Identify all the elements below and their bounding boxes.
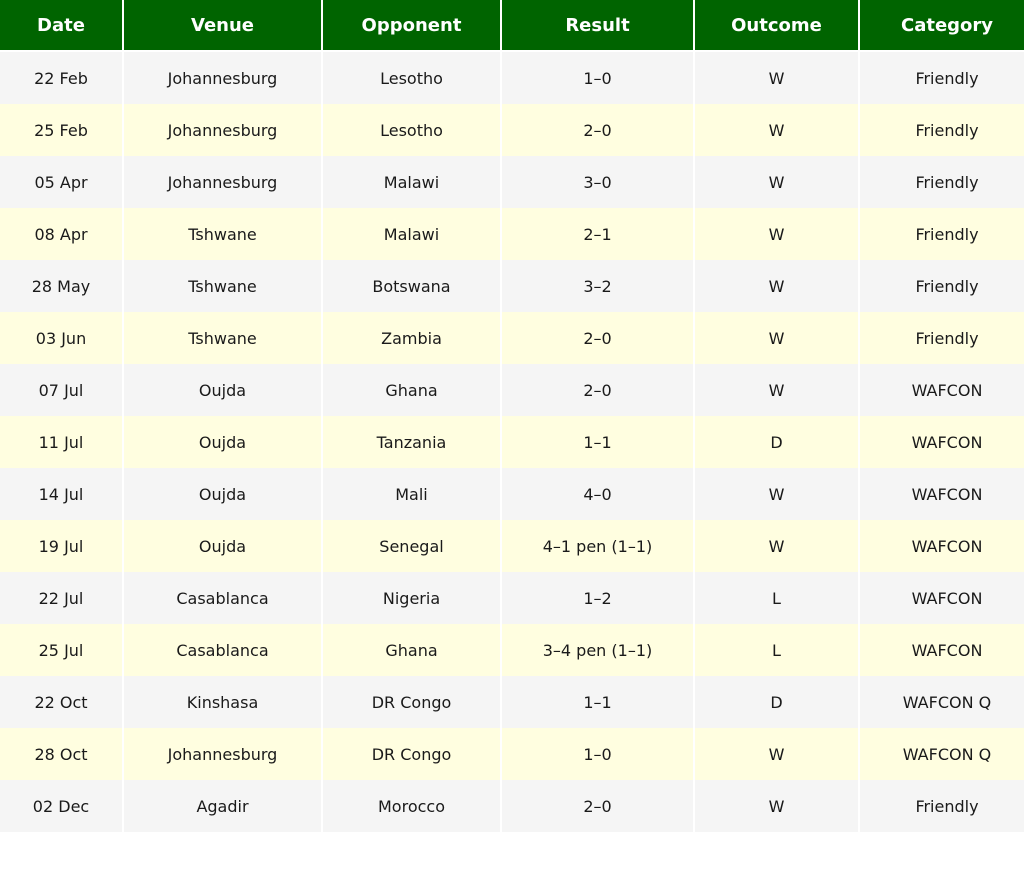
table-cell-venue: Johannesburg — [124, 728, 321, 780]
column-header-date: Date — [0, 0, 122, 50]
table-cell-outcome: W — [695, 364, 858, 416]
table-cell-category: Friendly — [860, 208, 1024, 260]
table-cell-date: 11 Jul — [0, 416, 122, 468]
table-cell-result: 4–1 pen (1–1) — [502, 520, 693, 572]
table-cell-date: 08 Apr — [0, 208, 122, 260]
table-cell-category: Friendly — [860, 52, 1024, 104]
table-cell-opponent: Tanzania — [323, 416, 500, 468]
table-cell-outcome: D — [695, 416, 858, 468]
table-cell-opponent: Lesotho — [323, 104, 500, 156]
table-cell-date: 02 Dec — [0, 780, 122, 832]
table-cell-outcome: W — [695, 52, 858, 104]
table-cell-category: WAFCON — [860, 624, 1024, 676]
table-cell-category: WAFCON — [860, 520, 1024, 572]
table-cell-outcome: W — [695, 520, 858, 572]
column-header-result: Result — [502, 0, 693, 50]
table-cell-venue: Tshwane — [124, 260, 321, 312]
table-cell-venue: Oujda — [124, 520, 321, 572]
table-cell-outcome: W — [695, 156, 858, 208]
table-cell-date: 14 Jul — [0, 468, 122, 520]
table-cell-date: 07 Jul — [0, 364, 122, 416]
table-cell-outcome: W — [695, 780, 858, 832]
table-cell-opponent: DR Congo — [323, 676, 500, 728]
table-cell-date: 28 Oct — [0, 728, 122, 780]
table-cell-date: 05 Apr — [0, 156, 122, 208]
table-cell-outcome: W — [695, 208, 858, 260]
table-cell-date: 22 Feb — [0, 52, 122, 104]
table-cell-venue: Oujda — [124, 364, 321, 416]
table-cell-opponent: Botswana — [323, 260, 500, 312]
table-cell-venue: Casablanca — [124, 624, 321, 676]
table-cell-result: 2–0 — [502, 104, 693, 156]
table-cell-venue: Kinshasa — [124, 676, 321, 728]
table-cell-result: 3–0 — [502, 156, 693, 208]
table-cell-opponent: Malawi — [323, 208, 500, 260]
table-cell-result: 3–4 pen (1–1) — [502, 624, 693, 676]
table-cell-venue: Tshwane — [124, 312, 321, 364]
table-cell-result: 2–0 — [502, 780, 693, 832]
table-cell-category: Friendly — [860, 156, 1024, 208]
table-cell-category: WAFCON — [860, 364, 1024, 416]
table-cell-opponent: Ghana — [323, 624, 500, 676]
table-cell-category: WAFCON — [860, 572, 1024, 624]
table-cell-venue: Johannesburg — [124, 104, 321, 156]
table-cell-date: 03 Jun — [0, 312, 122, 364]
table-cell-category: WAFCON Q — [860, 676, 1024, 728]
table-cell-date: 25 Jul — [0, 624, 122, 676]
table-cell-date: 25 Feb — [0, 104, 122, 156]
table-cell-result: 3–2 — [502, 260, 693, 312]
table-cell-result: 1–0 — [502, 728, 693, 780]
table-cell-category: WAFCON Q — [860, 728, 1024, 780]
table-cell-venue: Johannesburg — [124, 52, 321, 104]
table-cell-result: 2–0 — [502, 364, 693, 416]
table-cell-outcome: W — [695, 312, 858, 364]
table-cell-outcome: W — [695, 104, 858, 156]
table-cell-venue: Johannesburg — [124, 156, 321, 208]
column-header-category: Category — [860, 0, 1024, 50]
table-cell-opponent: Malawi — [323, 156, 500, 208]
table-cell-outcome: W — [695, 260, 858, 312]
table-cell-category: WAFCON — [860, 468, 1024, 520]
table-cell-outcome: W — [695, 728, 858, 780]
table-cell-category: WAFCON — [860, 416, 1024, 468]
table-cell-category: Friendly — [860, 780, 1024, 832]
table-cell-result: 2–1 — [502, 208, 693, 260]
table-cell-venue: Agadir — [124, 780, 321, 832]
table-cell-result: 1–0 — [502, 52, 693, 104]
table-cell-date: 28 May — [0, 260, 122, 312]
table-cell-result: 2–0 — [502, 312, 693, 364]
table-cell-opponent: Senegal — [323, 520, 500, 572]
table-cell-outcome: W — [695, 468, 858, 520]
column-header-venue: Venue — [124, 0, 321, 50]
table-cell-venue: Casablanca — [124, 572, 321, 624]
table-cell-category: Friendly — [860, 312, 1024, 364]
table-cell-venue: Oujda — [124, 468, 321, 520]
table-cell-outcome: L — [695, 624, 858, 676]
table-cell-result: 1–1 — [502, 676, 693, 728]
table-cell-opponent: Lesotho — [323, 52, 500, 104]
table-cell-date: 19 Jul — [0, 520, 122, 572]
column-header-opponent: Opponent — [323, 0, 500, 50]
table-cell-date: 22 Oct — [0, 676, 122, 728]
table-cell-venue: Oujda — [124, 416, 321, 468]
table-cell-result: 1–1 — [502, 416, 693, 468]
table-cell-date: 22 Jul — [0, 572, 122, 624]
table-cell-result: 4–0 — [502, 468, 693, 520]
table-cell-category: Friendly — [860, 260, 1024, 312]
table-cell-opponent: Nigeria — [323, 572, 500, 624]
table-cell-outcome: D — [695, 676, 858, 728]
table-cell-opponent: DR Congo — [323, 728, 500, 780]
table-cell-category: Friendly — [860, 104, 1024, 156]
table-cell-opponent: Zambia — [323, 312, 500, 364]
table-cell-opponent: Ghana — [323, 364, 500, 416]
column-header-outcome: Outcome — [695, 0, 858, 50]
table-cell-opponent: Mali — [323, 468, 500, 520]
table-cell-result: 1–2 — [502, 572, 693, 624]
table-cell-venue: Tshwane — [124, 208, 321, 260]
table-cell-opponent: Morocco — [323, 780, 500, 832]
table-cell-outcome: L — [695, 572, 858, 624]
